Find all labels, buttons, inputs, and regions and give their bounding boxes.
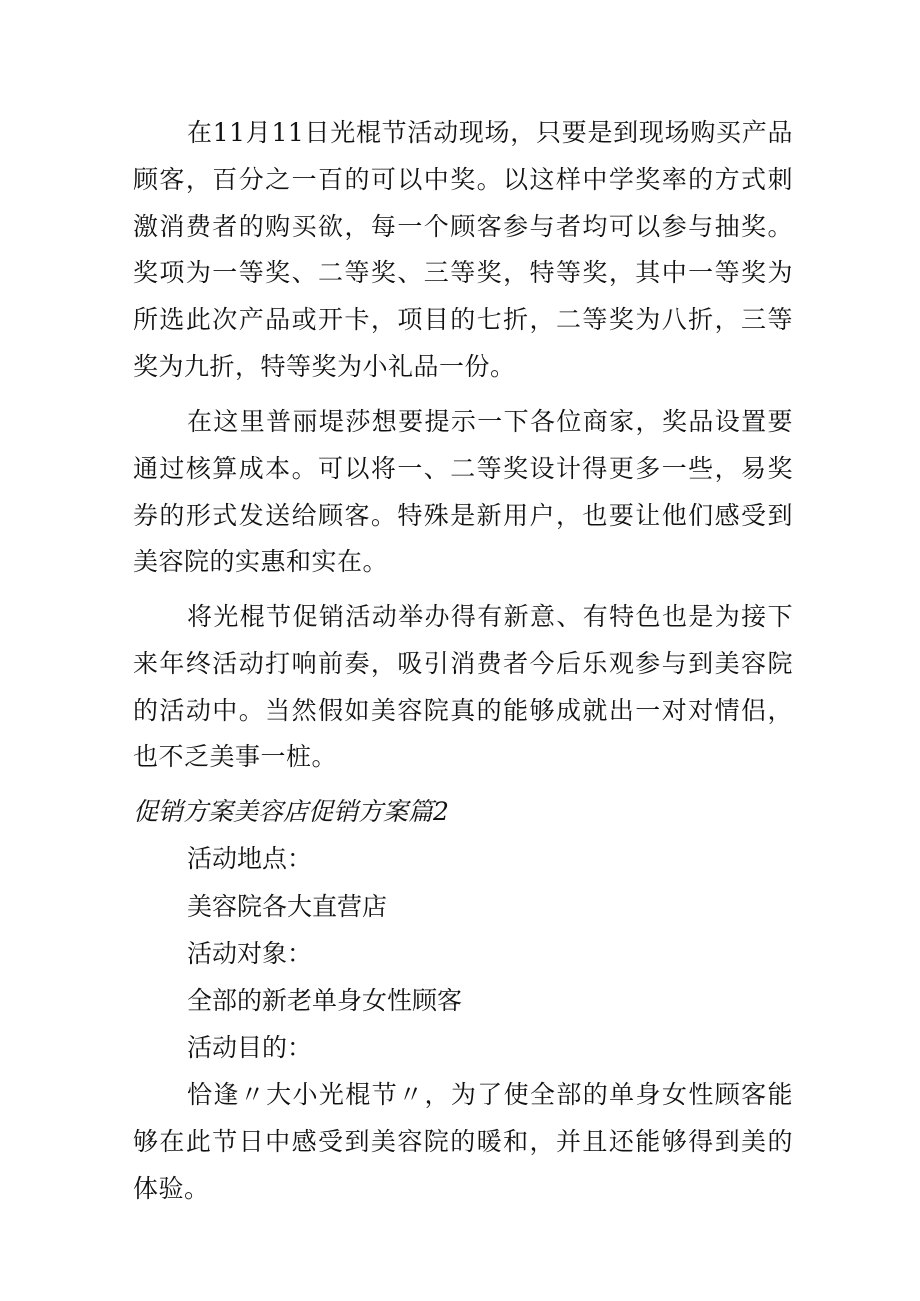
paragraph-lottery-rules: 在11月11日光棍节活动现场，只要是到现场购买产品顾客，百分之一百的可以中奖。以这样中学奖率的方式刺激消费者的购买欲，每一个顾客参与者均可以参与抽奖。奖项为一等奖、二等奖、三等奖，特等奖，其中一等奖为所选此次产品或开卡，项目的七折，二等奖为八折，三等奖为九折，特等奖为小礼品一份。: [133, 118, 793, 381]
paragraph-merchant-tip: 在这里普丽堤莎想要提示一下各位商家，奖品设置要通过核算成本。可以将一、二等奖设计得更多一些，易奖券的形式发送给顾客。特殊是新用户，也要让他们感受到美容院的实惠和实在。: [133, 407, 793, 577]
section-heading: 促销方案美容店促销方案篇2: [133, 797, 449, 826]
activity-target-value: 全部的新老单身女性顾客: [187, 986, 463, 1015]
activity-target-label: 活动对象：: [187, 939, 313, 968]
activity-location-label: 活动地点：: [187, 844, 313, 873]
activity-location-value: 美容院各大直营店: [187, 892, 388, 921]
activity-purpose-label: 活动目的：: [187, 1033, 313, 1062]
paragraph-activity-purpose: 恰逢〃大小光棍节〃，为了使全部的单身女性顾客能够在此节日中感受到美容院的暖和，并且还能够得到美的体验。: [133, 1080, 793, 1203]
paragraph-event-significance: 将光棍节促销活动举办得有新意、有特色也是为接下来年终活动打响前奏，吸引消费者今后乐观参与到美容院的活动中。当然假如美容院真的能够成就出一对对情侣，也不乏美事一桩。: [133, 602, 793, 772]
